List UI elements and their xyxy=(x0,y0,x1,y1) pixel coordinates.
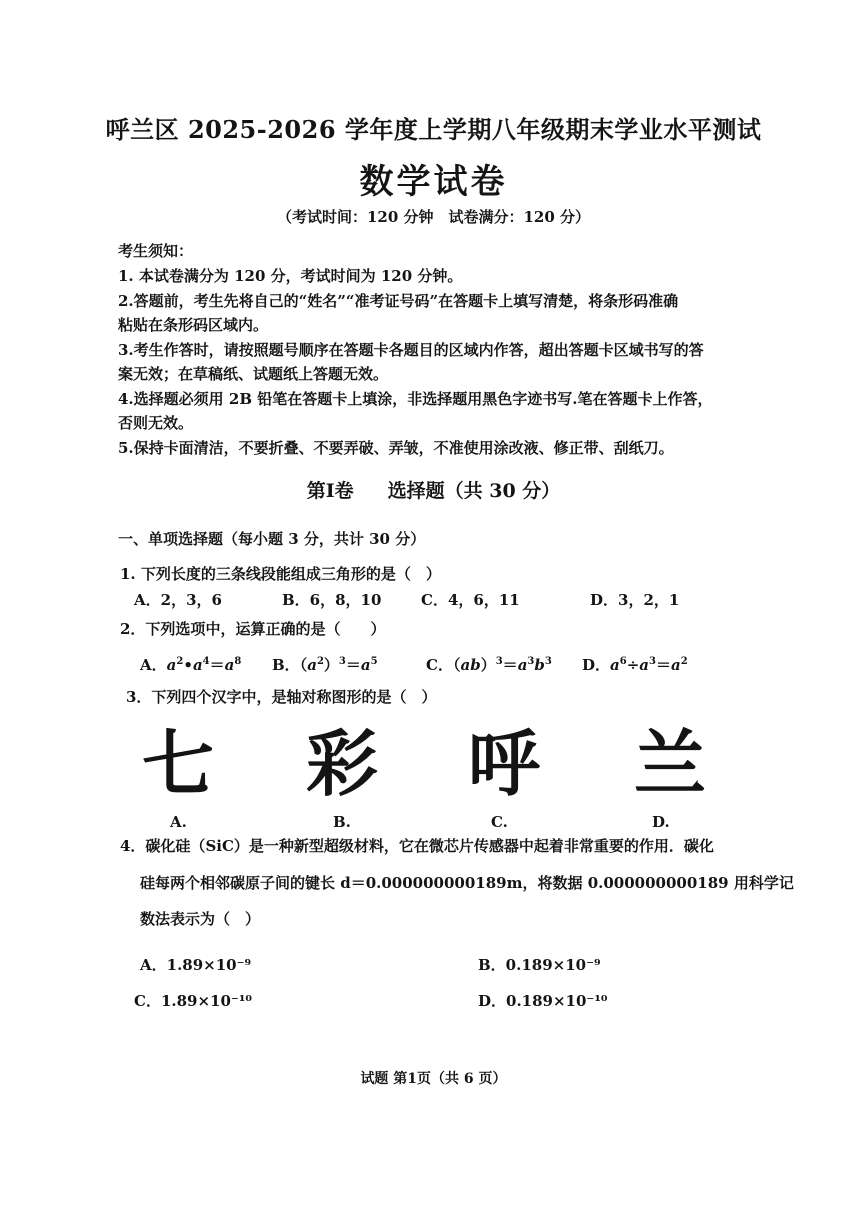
question-4-stem-line: 硅每两个相邻碳原子间的键长 d＝0.000000000189m，将数据 0.000000000189 用科学记 xyxy=(140,874,794,892)
part-heading: 一、单项选择题（每小题 3 分，共计 30 分） xyxy=(118,530,426,548)
notice-line: 3.考生作答时，请按照题号顺序在答题卡各题目的区域内作答，超出答题卡区域书写的答 xyxy=(118,341,704,359)
notice-line: 粘贴在条形码区域内。 xyxy=(118,316,269,334)
option-label: D． xyxy=(582,656,611,674)
question-4-option-a: A．1.89×10⁻⁹ xyxy=(140,956,252,974)
question-2-option-c: C．$(ab)^3=a^3b^3$ xyxy=(426,656,552,674)
question-3-stem: 3．下列四个汉字中，是轴对称图形的是（ ） xyxy=(126,688,437,706)
section-part-label: 第Ⅰ卷 xyxy=(306,480,354,502)
hanzi-label-a: A. xyxy=(170,813,187,831)
notice-line: 4.选择题必须用 2B 铅笔在答题卡上填涂，非选择题用黑色字迹书写.笔在答题卡上作答， xyxy=(118,390,713,408)
option-label: A． xyxy=(140,656,167,674)
section-name: 选择题（共 30 分） xyxy=(387,480,561,502)
question-1-option-a: A．2，3，6 xyxy=(134,591,222,609)
page-footer: 试题 第1页（共 6 页） xyxy=(360,1071,507,1087)
option-label: C． xyxy=(426,656,453,674)
hanzi-option-b: 彩 xyxy=(306,722,379,806)
question-4-option-d: D．0.189×10⁻¹⁰ xyxy=(478,992,608,1010)
notice-line: 否则无效。 xyxy=(118,414,194,432)
exam-subject-title: 数学试卷 xyxy=(359,162,508,202)
hanzi-option-c: 呼 xyxy=(468,722,541,806)
question-4-option-b: B．0.189×10⁻⁹ xyxy=(478,956,601,974)
question-1-option-d: D．3，2，1 xyxy=(590,591,680,609)
question-2-option-a: A．$a^2•a^4=a^8$ xyxy=(140,656,242,674)
section-heading xyxy=(0,476,867,503)
notice-heading: 考生须知： xyxy=(118,242,194,260)
notice-line: 案无效；在草稿纸、试题纸上答题无效。 xyxy=(118,365,389,383)
hanzi-option-a: 七 xyxy=(142,722,215,806)
question-1-option-b: B．6，8，10 xyxy=(282,591,382,609)
hanzi-label-c: C. xyxy=(491,813,508,831)
question-1-option-c: C．4，6，11 xyxy=(421,591,520,609)
question-4-stem-line: 数法表示为（ ） xyxy=(140,910,261,928)
notice-line: 1. 本试卷满分为 120 分，考试时间为 120 分钟。 xyxy=(118,267,463,285)
question-2-option-d: D．$a^6\div a^3=a^2$ xyxy=(582,656,688,674)
exam-title: 呼兰区 2025-2026 学年度上学期八年级期末学业水平测试 xyxy=(105,115,762,144)
hanzi-label-b: B. xyxy=(333,813,351,831)
exam-time-score-info: （考试时间：120 分钟 试卷满分：120 分） xyxy=(276,208,591,226)
question-4-option-c: C．1.89×10⁻¹⁰ xyxy=(134,992,252,1010)
notice-line: 2.答题前，考生先将自己的“姓名”“准考证号码”在答题卡上填写清楚，将条形码准确 xyxy=(118,292,679,310)
question-4-stem-line: 4．碳化硅（SiC）是一种新型超级材料，它在微芯片传感器中起着非常重要的作用．碳化 xyxy=(120,837,714,855)
hanzi-option-d: 兰 xyxy=(634,722,707,806)
question-2-stem: 2．下列选项中，运算正确的是（ ） xyxy=(120,620,386,638)
option-label: B． xyxy=(272,656,300,674)
notice-line: 5.保持卡面清洁，不要折叠、不要弄破、弄皱，不准使用涂改液、修正带、刮纸刀。 xyxy=(118,439,674,457)
question-1-stem: 1. 下列长度的三条线段能组成三角形的是（ ） xyxy=(120,565,441,583)
hanzi-label-d: D. xyxy=(652,813,670,831)
question-2-option-b: B．$(a^2)^3=a^5$ xyxy=(272,656,378,674)
